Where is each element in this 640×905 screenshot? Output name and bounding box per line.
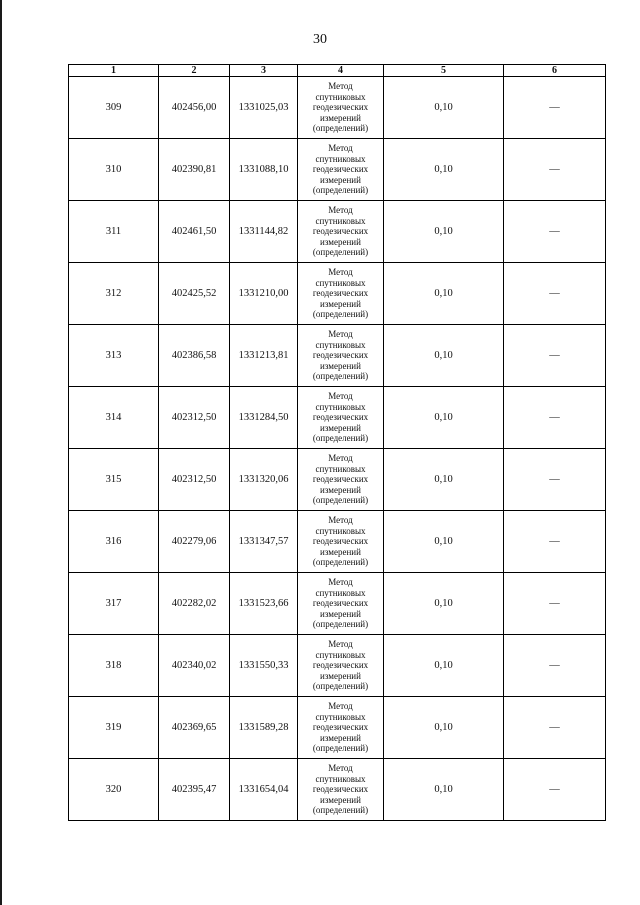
method-line: Метод bbox=[328, 701, 353, 712]
precision-cell: 0,10 bbox=[384, 263, 504, 325]
method-line: (определений) bbox=[312, 495, 369, 506]
method-line: спутниковых bbox=[315, 525, 366, 536]
point-number-cell: 320 bbox=[69, 759, 159, 821]
method-line: Метод bbox=[328, 329, 353, 340]
method-line: измерений bbox=[320, 670, 361, 681]
precision-cell: 0,10 bbox=[384, 449, 504, 511]
column-header: 3 bbox=[230, 65, 298, 77]
x-coordinate-cell: 402395,47 bbox=[159, 759, 230, 821]
x-coordinate-cell: 402425,52 bbox=[159, 263, 230, 325]
y-coordinate-cell: 1331654,04 bbox=[230, 759, 298, 821]
point-number-cell: 311 bbox=[69, 201, 159, 263]
point-number-cell: 315 bbox=[69, 449, 159, 511]
y-coordinate-cell: 1331523,66 bbox=[230, 573, 298, 635]
method-line: геодезических bbox=[312, 412, 369, 423]
point-number-cell: 318 bbox=[69, 635, 159, 697]
method-line: Метод bbox=[328, 763, 353, 774]
y-coordinate-cell: 1331144,82 bbox=[230, 201, 298, 263]
method-line: геодезических bbox=[312, 536, 369, 547]
method-line: спутниковых bbox=[315, 463, 366, 474]
x-coordinate-cell: 402340,02 bbox=[159, 635, 230, 697]
point-number-cell: 316 bbox=[69, 511, 159, 573]
table-row bbox=[69, 325, 606, 387]
method-line: Метод bbox=[328, 143, 353, 154]
method-line: спутниковых bbox=[315, 91, 366, 102]
column-header: 4 bbox=[298, 65, 384, 77]
note-cell: — bbox=[504, 77, 606, 139]
method-cell bbox=[298, 201, 384, 263]
point-number-cell: 319 bbox=[69, 697, 159, 759]
precision-cell: 0,10 bbox=[384, 511, 504, 573]
method-line: Метод bbox=[328, 205, 353, 216]
precision-cell: 0,10 bbox=[384, 387, 504, 449]
y-coordinate-cell: 1331589,28 bbox=[230, 697, 298, 759]
method-line: геодезических bbox=[312, 722, 369, 733]
table-row bbox=[69, 759, 606, 821]
column-header: 1 bbox=[69, 65, 159, 77]
note-cell: — bbox=[504, 573, 606, 635]
precision-cell: 0,10 bbox=[384, 573, 504, 635]
note-cell: — bbox=[504, 635, 606, 697]
column-header: 5 bbox=[384, 65, 504, 77]
note-cell: — bbox=[504, 325, 606, 387]
precision-cell: 0,10 bbox=[384, 201, 504, 263]
y-coordinate-cell: 1331088,10 bbox=[230, 139, 298, 201]
method-line: Метод bbox=[328, 515, 353, 526]
note-cell: — bbox=[504, 387, 606, 449]
method-line: геодезических bbox=[312, 164, 369, 175]
method-line: спутниковых bbox=[315, 339, 366, 350]
method-line: (определений) bbox=[312, 371, 369, 382]
y-coordinate-cell: 1331284,50 bbox=[230, 387, 298, 449]
x-coordinate-cell: 402312,50 bbox=[159, 449, 230, 511]
table-row bbox=[69, 387, 606, 449]
column-header: 6 bbox=[504, 65, 606, 77]
method-cell bbox=[298, 139, 384, 201]
method-line: Метод bbox=[328, 577, 353, 588]
method-line: спутниковых bbox=[315, 215, 366, 226]
point-number-cell: 314 bbox=[69, 387, 159, 449]
note-cell: — bbox=[504, 759, 606, 821]
method-cell bbox=[298, 77, 384, 139]
y-coordinate-cell: 1331210,00 bbox=[230, 263, 298, 325]
note-cell: — bbox=[504, 139, 606, 201]
note-cell: — bbox=[504, 449, 606, 511]
method-line: спутниковых bbox=[315, 587, 366, 598]
x-coordinate-cell: 402390,81 bbox=[159, 139, 230, 201]
method-cell bbox=[298, 511, 384, 573]
method-line: (определений) bbox=[312, 743, 369, 754]
x-coordinate-cell: 402456,00 bbox=[159, 77, 230, 139]
method-cell bbox=[298, 759, 384, 821]
method-cell bbox=[298, 263, 384, 325]
method-line: измерений bbox=[320, 174, 361, 185]
precision-cell: 0,10 bbox=[384, 697, 504, 759]
method-line: (определений) bbox=[312, 433, 369, 444]
x-coordinate-cell: 402282,02 bbox=[159, 573, 230, 635]
method-line: измерений bbox=[320, 298, 361, 309]
point-number-cell: 312 bbox=[69, 263, 159, 325]
method-line: (определений) bbox=[312, 185, 369, 196]
x-coordinate-cell: 402312,50 bbox=[159, 387, 230, 449]
table-row bbox=[69, 697, 606, 759]
table-row bbox=[69, 263, 606, 325]
method-line: Метод bbox=[328, 267, 353, 278]
method-line: (определений) bbox=[312, 805, 369, 816]
x-coordinate-cell: 402369,65 bbox=[159, 697, 230, 759]
method-line: спутниковых bbox=[315, 153, 366, 164]
table-row bbox=[69, 449, 606, 511]
y-coordinate-cell: 1331025,03 bbox=[230, 77, 298, 139]
method-line: измерений bbox=[320, 236, 361, 247]
note-cell: — bbox=[504, 511, 606, 573]
table-row bbox=[69, 511, 606, 573]
table-row bbox=[69, 139, 606, 201]
method-line: измерений bbox=[320, 112, 361, 123]
method-line: спутниковых bbox=[315, 649, 366, 660]
method-line: измерений bbox=[320, 422, 361, 433]
point-number-cell: 313 bbox=[69, 325, 159, 387]
point-number-cell: 317 bbox=[69, 573, 159, 635]
method-line: геодезических bbox=[312, 102, 369, 113]
scan-left-edge bbox=[0, 0, 2, 905]
point-number-cell: 309 bbox=[69, 77, 159, 139]
precision-cell: 0,10 bbox=[384, 635, 504, 697]
method-line: (определений) bbox=[312, 681, 369, 692]
table-row bbox=[69, 635, 606, 697]
method-line: геодезических bbox=[312, 288, 369, 299]
method-line: (определений) bbox=[312, 309, 369, 320]
precision-cell: 0,10 bbox=[384, 325, 504, 387]
method-line: (определений) bbox=[312, 557, 369, 568]
column-header: 2 bbox=[159, 65, 230, 77]
method-line: (определений) bbox=[312, 619, 369, 630]
table-row bbox=[69, 77, 606, 139]
method-line: Метод bbox=[328, 639, 353, 650]
method-line: спутниковых bbox=[315, 773, 366, 784]
method-line: измерений bbox=[320, 794, 361, 805]
method-line: Метод bbox=[328, 391, 353, 402]
method-line: измерений bbox=[320, 732, 361, 743]
y-coordinate-cell: 1331320,06 bbox=[230, 449, 298, 511]
method-line: измерений bbox=[320, 484, 361, 495]
method-line: геодезических bbox=[312, 660, 369, 671]
method-cell bbox=[298, 573, 384, 635]
precision-cell: 0,10 bbox=[384, 139, 504, 201]
note-cell: — bbox=[504, 697, 606, 759]
table-row bbox=[69, 573, 606, 635]
method-line: геодезических bbox=[312, 598, 369, 609]
table-row bbox=[69, 201, 606, 263]
coordinates-table bbox=[68, 64, 606, 821]
method-line: измерений bbox=[320, 608, 361, 619]
method-line: (определений) bbox=[312, 247, 369, 258]
y-coordinate-cell: 1331550,33 bbox=[230, 635, 298, 697]
method-line: измерений bbox=[320, 546, 361, 557]
header-row bbox=[69, 65, 606, 77]
method-cell bbox=[298, 449, 384, 511]
precision-cell: 0,10 bbox=[384, 77, 504, 139]
note-cell: — bbox=[504, 263, 606, 325]
method-cell bbox=[298, 635, 384, 697]
method-line: спутниковых bbox=[315, 401, 366, 412]
method-line: измерений bbox=[320, 360, 361, 371]
y-coordinate-cell: 1331213,81 bbox=[230, 325, 298, 387]
note-cell: — bbox=[504, 201, 606, 263]
method-line: геодезических bbox=[312, 226, 369, 237]
method-cell bbox=[298, 387, 384, 449]
x-coordinate-cell: 402461,50 bbox=[159, 201, 230, 263]
point-number-cell: 310 bbox=[69, 139, 159, 201]
method-line: Метод bbox=[328, 81, 353, 92]
method-cell bbox=[298, 697, 384, 759]
precision-cell: 0,10 bbox=[384, 759, 504, 821]
method-line: геодезических bbox=[312, 784, 369, 795]
x-coordinate-cell: 402386,58 bbox=[159, 325, 230, 387]
y-coordinate-cell: 1331347,57 bbox=[230, 511, 298, 573]
method-line: Метод bbox=[328, 453, 353, 464]
method-line: геодезических bbox=[312, 474, 369, 485]
page-number: 30 bbox=[313, 32, 327, 47]
x-coordinate-cell: 402279,06 bbox=[159, 511, 230, 573]
method-line: геодезических bbox=[312, 350, 369, 361]
method-line: спутниковых bbox=[315, 711, 366, 722]
method-line: (определений) bbox=[312, 123, 369, 134]
method-cell bbox=[298, 325, 384, 387]
method-line: спутниковых bbox=[315, 277, 366, 288]
